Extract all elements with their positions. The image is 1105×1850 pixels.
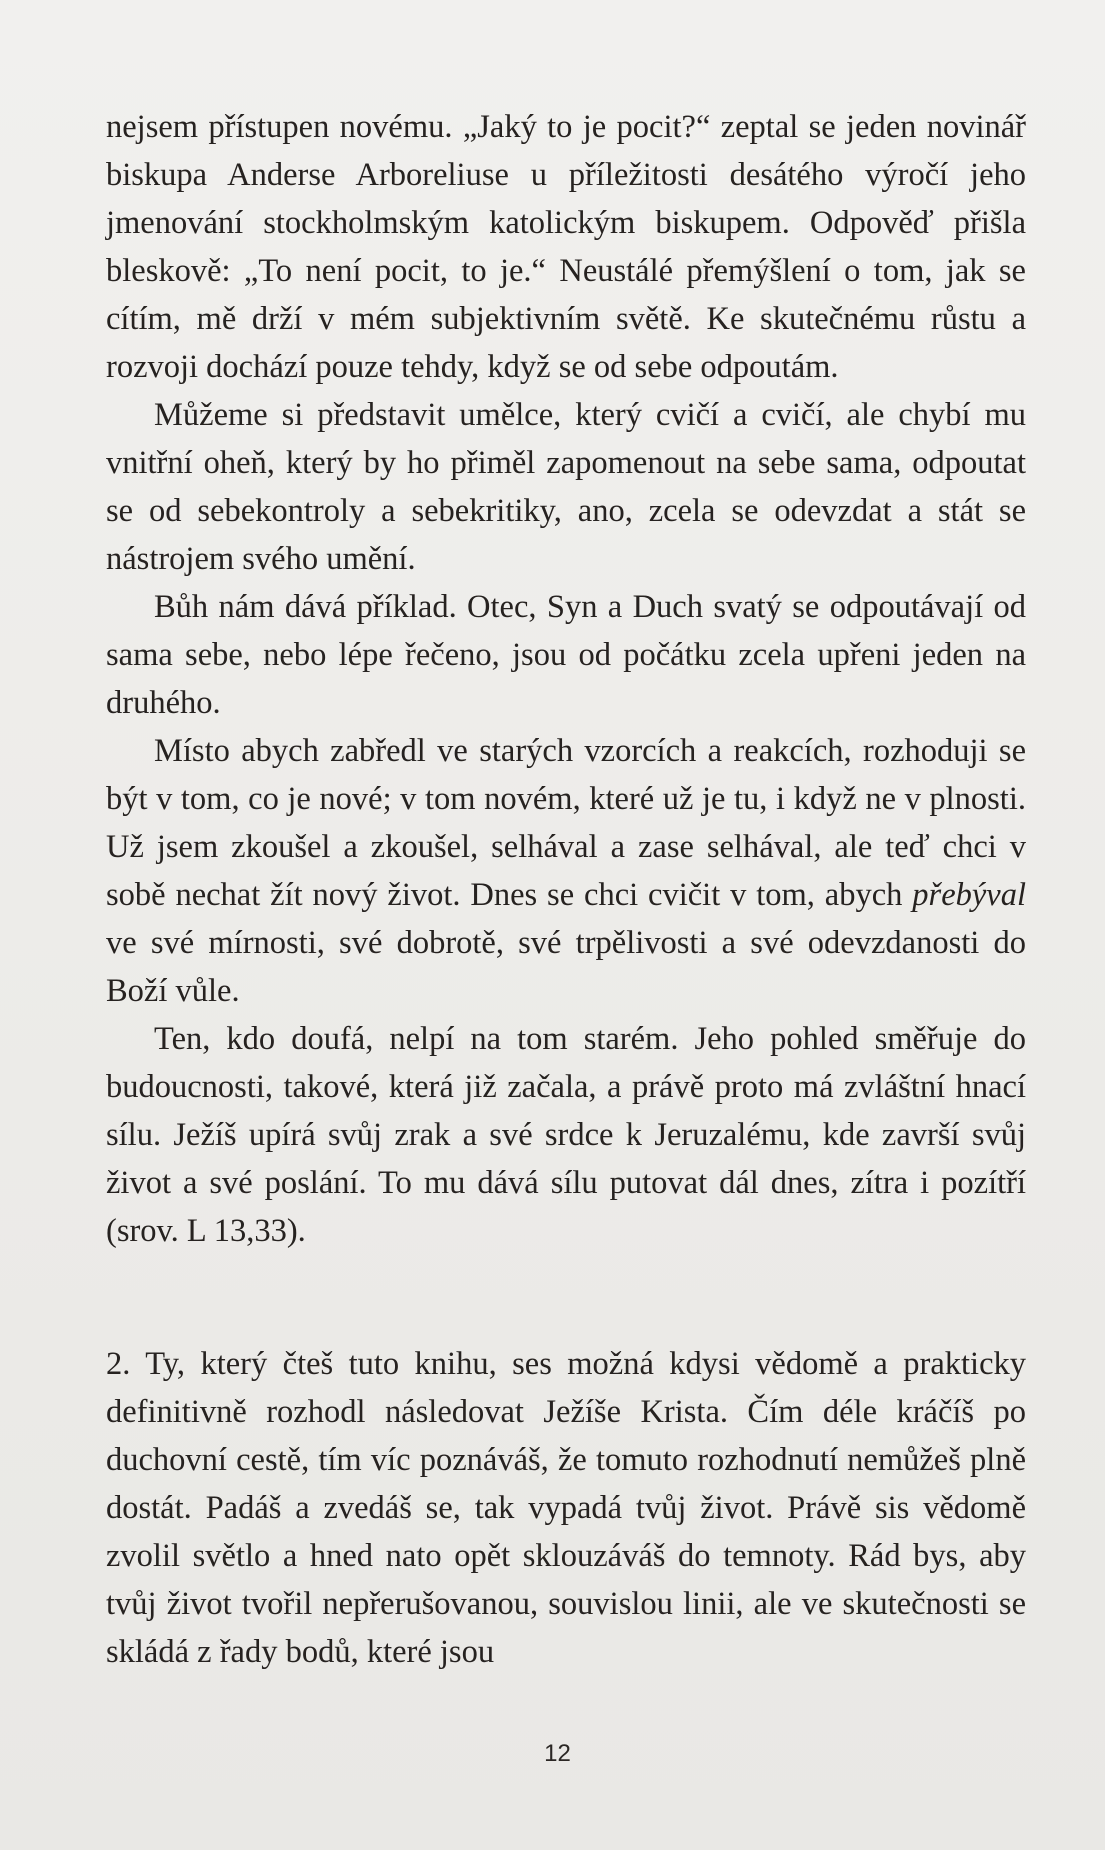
paragraph-artist: Můžeme si představit umělce, který cvičí a cvičí, ale chybí mu vnitřní oheň, který by ho přiměl zapomenout na sebe sama, odpoutat se od sebekontroly a sebekritiky, ano, zcela se odevzdat a stát se nástrojem svého umění. [106,397,1026,577]
main-text-block [106,103,1026,1255]
section-2-text-block [106,1340,1026,1676]
paragraph-hope: Ten, kdo doufá, nelpí na tom starém. Jeho pohled směřuje do budoucnosti, takové, která již začala, a právě proto má zvláštní hnací sílu. Ježíš upírá svůj zrak a své srdce k Jeruzalému, kde završí svůj život a své poslání. To mu dává sílu putovat dál dnes, zítra i pozítří (srov. L 13,33). [106,1021,1026,1249]
paragraph-section-2: 2. Ty, který čteš tuto knihu, ses možná kdysi vědomě a prakticky definitivně rozhodl následovat Ježíše Krista. Čím déle kráčíš po duchovní cestě, tím víc poznáváš, že tomuto rozhodnutí nemůžeš plně dostát. Padáš a zvedáš se, tak vypadá tvůj život. Právě sis vědomě zvolil světlo a hned nato opět sklouzáváš do temnoty. Rád bys, aby tvůj život tvořil nepřerušovanou, souvislou linii, ale ve skutečnosti se skládá z řady bodů, které jsou [106,1346,1026,1670]
paragraph-god-example: Bůh nám dává příklad. Otec, Syn a Duch svatý se odpoutávají od sama sebe, nebo lépe řečeno, jsou od počátku zcela upřeni jeden na druhého. [106,589,1026,721]
emphasized-word: přebýval [912,877,1026,913]
paragraph-new-life-end: ve své mírnosti, své dobrotě, své trpělivosti a své odevzdanosti do Boží vůle. [106,925,1026,1009]
page-number: 12 [544,1740,571,1767]
paragraph-continuation: nejsem přístupen novému. „Jaký to je pocit?“ zeptal se jeden novinář biskupa Anderse Arboreliuse u příležitosti desátého výročí jeho jmenování stockholmským katolickým biskupem. Odpověď přišla bleskově: „To není pocit, to je.“ Neustálé přemýšlení o tom, jak se cítím, mě drží v mém subjektivním světě. Ke skutečnému růstu a rozvoji dochází pouze tehdy, když se od sebe odpoutám. [106,109,1026,385]
paragraph-new-life-start: Místo abych zabředl ve starých vzorcích a reakcích, rozhoduji se být v tom, co je nové; v tom novém, které už je tu, i když ne v plnosti. Už jsem zkoušel a zkoušel, selhával a zase selhával, ale teď chci v sobě nechat žít nový život. Dnes se chci cvičit v tom, abych [106,733,1026,913]
paragraph-new-life [106,727,1026,1015]
